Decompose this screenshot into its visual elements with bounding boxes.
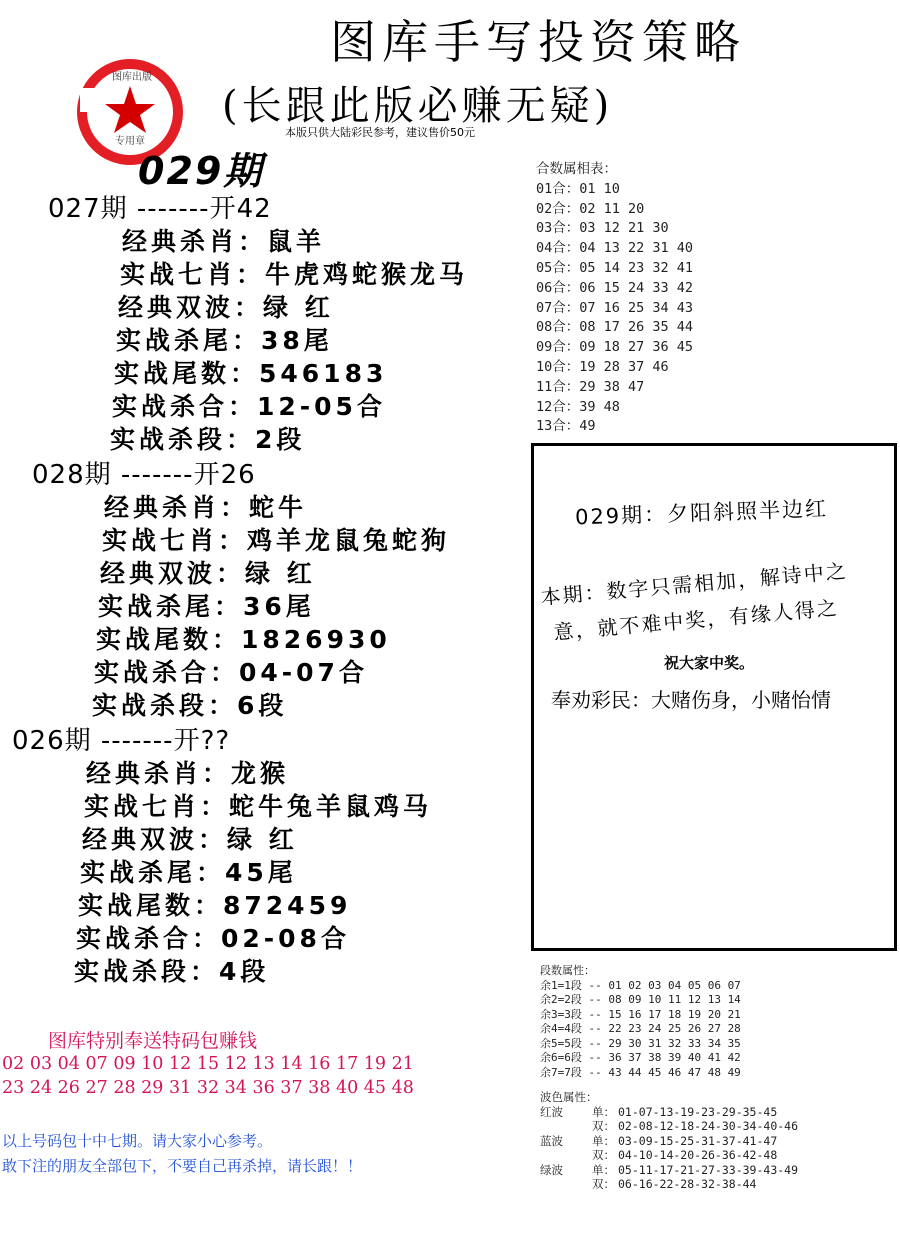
segment-row: 余6=6段 -- 36 37 38 39 40 41 42 bbox=[540, 1051, 741, 1064]
promo-title: 图库特别奉送特码包赚钱 bbox=[48, 1030, 258, 1052]
he-row: 09合：09 18 27 36 45 bbox=[536, 339, 694, 356]
segment-row: 余4=4段 -- 22 23 24 25 26 27 28 bbox=[540, 1022, 741, 1035]
wave-kind: 双： bbox=[592, 1148, 615, 1162]
period-line: 实战七肖：牛虎鸡蛇猴龙马 bbox=[120, 260, 469, 289]
he-row: 12合：39 48 bbox=[536, 398, 620, 415]
price-note: 本版只供大陆彩民参考，建议售价50元 bbox=[285, 126, 475, 139]
wave-numbers: 06-16-22-28-32-38-44 bbox=[618, 1177, 757, 1191]
segment-row: 余3=3段 -- 15 16 17 18 19 20 21 bbox=[540, 1007, 741, 1021]
waves-table bbox=[540, 1090, 798, 1192]
he-row: 08合：08 17 26 35 44 bbox=[536, 319, 694, 336]
wave-row bbox=[540, 1148, 798, 1163]
wave-row bbox=[540, 1134, 798, 1149]
wave-numbers: 01-07-13-19-23-29-35-45 bbox=[618, 1104, 778, 1119]
promo-note-1: 以上号码包十中七期。请大家小心参考。 bbox=[2, 1132, 273, 1150]
period-line: 实战杀段：4段 bbox=[74, 957, 270, 986]
period-header: 026期 -------开?? bbox=[12, 726, 231, 756]
he-row: 03合：03 12 21 30 bbox=[536, 220, 669, 237]
wave-row bbox=[540, 1163, 798, 1178]
he-row: 04合：04 13 22 31 40 bbox=[536, 240, 694, 257]
period-line: 实战杀段：6段 bbox=[92, 691, 288, 720]
wave-numbers: 03-09-15-25-31-37-41-47 bbox=[618, 1133, 778, 1148]
wave-kind: 单： bbox=[592, 1104, 615, 1119]
period-line: 实战杀尾：36尾 bbox=[98, 592, 315, 621]
period-line: 实战杀段：2段 bbox=[110, 425, 306, 454]
promo-numbers-1: 02 03 04 07 09 10 12 15 12 13 14 16 17 19 21 bbox=[2, 1054, 414, 1074]
period-line: 实战尾数：872459 bbox=[78, 891, 352, 920]
wave-kind: 单： bbox=[592, 1162, 615, 1177]
he-table bbox=[536, 160, 693, 437]
wave-row bbox=[540, 1105, 798, 1120]
wave-label: 红波 bbox=[540, 1104, 563, 1119]
wave-numbers: 05-11-17-21-27-33-39-43-49 bbox=[618, 1162, 799, 1177]
period-header: 027期 -------开42 bbox=[48, 194, 272, 224]
period-line: 经典杀肖：蛇牛 bbox=[104, 493, 308, 522]
segments-table bbox=[540, 964, 741, 1080]
period-line: 经典杀肖：龙猴 bbox=[86, 759, 290, 788]
period-line: 实战杀合：02-08合 bbox=[76, 924, 350, 953]
current-issue: 029期 bbox=[138, 149, 264, 193]
period-line: 实战杀合：12-05合 bbox=[112, 392, 386, 421]
segment-row: 余5=5段 -- 29 30 31 32 33 34 35 bbox=[540, 1036, 741, 1050]
svg-text:图库出版: 图库出版 bbox=[112, 72, 152, 83]
period-line: 实战尾数：546183 bbox=[114, 359, 388, 388]
wave-row bbox=[540, 1119, 798, 1134]
svg-text:专用章: 专用章 bbox=[115, 136, 145, 147]
segment-row: 余2=2段 -- 08 09 10 11 12 13 14 bbox=[540, 993, 741, 1006]
he-row: 10合：19 28 37 46 bbox=[536, 358, 669, 375]
period-line: 实战尾数：1826930 bbox=[96, 625, 391, 654]
period-line: 实战杀合：04-07合 bbox=[94, 658, 368, 687]
wave-kind: 单： bbox=[592, 1133, 615, 1148]
promo-numbers-2: 23 24 26 27 28 29 31 32 34 36 37 38 40 45 48 bbox=[2, 1078, 414, 1098]
wave-kind: 双： bbox=[592, 1119, 615, 1133]
wave-kind: 双： bbox=[592, 1177, 615, 1191]
promo-note-2: 敢下注的朋友全部包下，不要自己再杀掉，请长跟！！ bbox=[2, 1157, 363, 1175]
segment-row: 余7=7段 -- 43 44 45 46 47 48 49 bbox=[540, 1065, 741, 1079]
period-line: 实战杀尾：45尾 bbox=[80, 858, 297, 887]
he-row: 07合：07 16 25 34 43 bbox=[536, 299, 694, 316]
waves-title: 波色属性： bbox=[540, 1090, 598, 1104]
segment-row: 余1=1段 -- 01 02 03 04 05 06 07 bbox=[540, 978, 741, 992]
segments-title: 段数属性： bbox=[540, 964, 595, 977]
wave-label: 绿波 bbox=[540, 1162, 563, 1177]
wave-numbers: 04-10-14-20-26-36-42-48 bbox=[618, 1148, 778, 1162]
hint-line-2: 意，就不难中奖，有缘人得之 bbox=[552, 595, 840, 645]
period-line: 经典双波：绿 红 bbox=[82, 825, 298, 854]
page-title: 图库手写投资策略 bbox=[330, 15, 746, 69]
he-row: 02合：02 11 20 bbox=[536, 200, 645, 217]
period-line: 经典双波：绿 红 bbox=[118, 293, 334, 322]
he-row: 13合：49 bbox=[536, 418, 596, 435]
he-table-title: 合数属相表： bbox=[536, 161, 617, 177]
page-subtitle: (长跟此版必赚无疑) bbox=[222, 83, 614, 129]
he-row: 01合：01 10 bbox=[536, 180, 620, 197]
advice-text: 奉劝彩民：大赌伤身，小赌怡情 bbox=[551, 688, 831, 712]
wave-numbers: 02-08-12-18-24-30-34-40-46 bbox=[618, 1119, 799, 1133]
period-line: 实战七肖：鸡羊龙鼠兔蛇狗 bbox=[102, 526, 451, 555]
wave-label: 蓝波 bbox=[540, 1133, 563, 1148]
poem-line: 029期：夕阳斜照半边红 bbox=[574, 496, 829, 530]
wish-text: 祝大家中奖。 bbox=[664, 654, 755, 672]
period-header: 028期 -------开26 bbox=[32, 460, 256, 490]
he-row: 05合：05 14 23 32 41 bbox=[536, 259, 694, 276]
period-line: 实战七肖：蛇牛兔羊鼠鸡马 bbox=[84, 792, 433, 821]
period-line: 实战杀尾：38尾 bbox=[116, 326, 333, 355]
period-line: 经典杀肖：鼠羊 bbox=[122, 227, 326, 256]
period-line: 经典双波：绿 红 bbox=[100, 559, 316, 588]
he-row: 06合：06 15 24 33 42 bbox=[536, 279, 694, 296]
wave-row bbox=[540, 1177, 798, 1192]
he-row: 11合：29 38 47 bbox=[536, 378, 645, 395]
hint-line-1: 本期：数字只需相加，解诗中之 bbox=[539, 558, 849, 610]
